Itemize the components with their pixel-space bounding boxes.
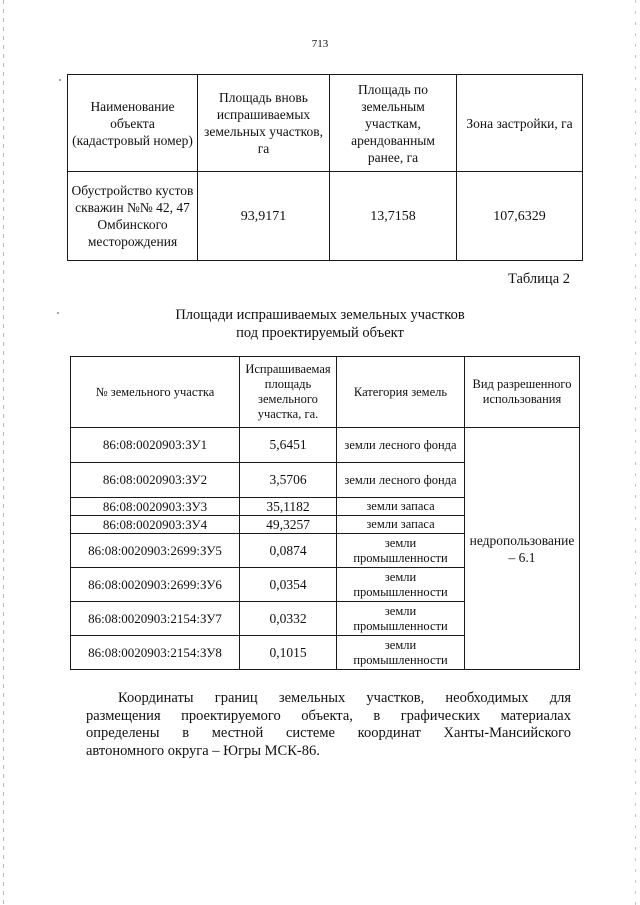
cell-zone: 107,6329: [457, 172, 583, 261]
paragraph-line: Координаты границ земельных участков, необходимых для: [118, 690, 571, 706]
cell-area: 3,5706: [240, 463, 337, 498]
cell-category: земли промышленности: [337, 568, 465, 602]
cell-new-area: 93,9171: [198, 172, 330, 261]
cell-category: земли запаса: [337, 516, 465, 534]
paragraph-line: определены в местной системе координат Ханты-Мансийского: [86, 725, 571, 741]
coordinates-paragraph: [86, 690, 571, 760]
table-header-row: [71, 357, 580, 428]
cell-area: 35,1182: [240, 498, 337, 516]
cell-category: земли промышленности: [337, 636, 465, 670]
cell-category: земли промышленности: [337, 534, 465, 568]
cell-area: 0,0354: [240, 568, 337, 602]
table-row: [68, 172, 583, 261]
cell-category: земли лесного фонда: [337, 463, 465, 498]
table-row: [71, 428, 580, 463]
cell-plot-number: 86:08:0020903:ЗУ4: [71, 516, 240, 534]
cell-plot-number: 86:08:0020903:ЗУ3: [71, 498, 240, 516]
header-zone: Зона застройки, га: [457, 75, 583, 172]
cell-plot-number: 86:08:0020903:ЗУ2: [71, 463, 240, 498]
table-title-line: под проектируемый объект: [236, 325, 404, 341]
cell-area: 5,6451: [240, 428, 337, 463]
cell-category: земли лесного фонда: [337, 428, 465, 463]
header-plot-number: № земельного участка: [71, 357, 240, 428]
table-caption: Таблица 2: [507, 271, 570, 287]
paragraph-line: размещения проектируемого объекта, в графических материалах: [86, 707, 571, 724]
cell-category: земли промышленности: [337, 602, 465, 636]
cell-permitted-use: недропользование – 6.1: [465, 428, 580, 670]
header-leased-area: Площадь по земельным участкам, арендованным ранее, га: [330, 75, 457, 172]
cell-plot-number: 86:08:0020903:ЗУ1: [71, 428, 240, 463]
header-permitted-use: Вид разрешенного использования: [465, 357, 580, 428]
header-new-area: Площадь вновь испрашиваемых земельных участков, га: [198, 75, 330, 172]
objects-area-table: [67, 74, 583, 261]
cell-leased-area: 13,7158: [330, 172, 457, 261]
cell-plot-number: 86:08:0020903:2699:ЗУ6: [71, 568, 240, 602]
cell-plot-number: 86:08:0020903:2154:ЗУ8: [71, 636, 240, 670]
table-header-row: [68, 75, 583, 172]
cell-area: 0,0332: [240, 602, 337, 636]
table-title-line: Площади испрашиваемых земельных участков: [175, 307, 465, 323]
page-number: 713: [311, 38, 329, 50]
scan-edge-right: [635, 0, 636, 905]
cell-category: земли запаса: [337, 498, 465, 516]
cell-plot-number: 86:08:0020903:2699:ЗУ5: [71, 534, 240, 568]
cell-area: 49,3257: [240, 516, 337, 534]
cell-object-name: Обустройство кустов скважин №№ 42, 47 Омбинского месторождения: [68, 172, 198, 261]
scan-edge-left: [3, 0, 4, 905]
land-plots-table: [70, 356, 580, 670]
header-land-category: Категория земель: [337, 357, 465, 428]
cell-plot-number: 86:08:0020903:2154:ЗУ7: [71, 602, 240, 636]
paragraph-line: автономного округа – Югры МСК-86.: [86, 742, 320, 759]
scan-speck: [59, 79, 61, 81]
header-requested-area: Испрашиваемая площадь земельного участка, га.: [240, 357, 337, 428]
cell-area: 0,0874: [240, 534, 337, 568]
table-title: [0, 306, 640, 342]
cell-area: 0,1015: [240, 636, 337, 670]
header-object-name: Наименование объекта (кадастровый номер): [68, 75, 198, 172]
